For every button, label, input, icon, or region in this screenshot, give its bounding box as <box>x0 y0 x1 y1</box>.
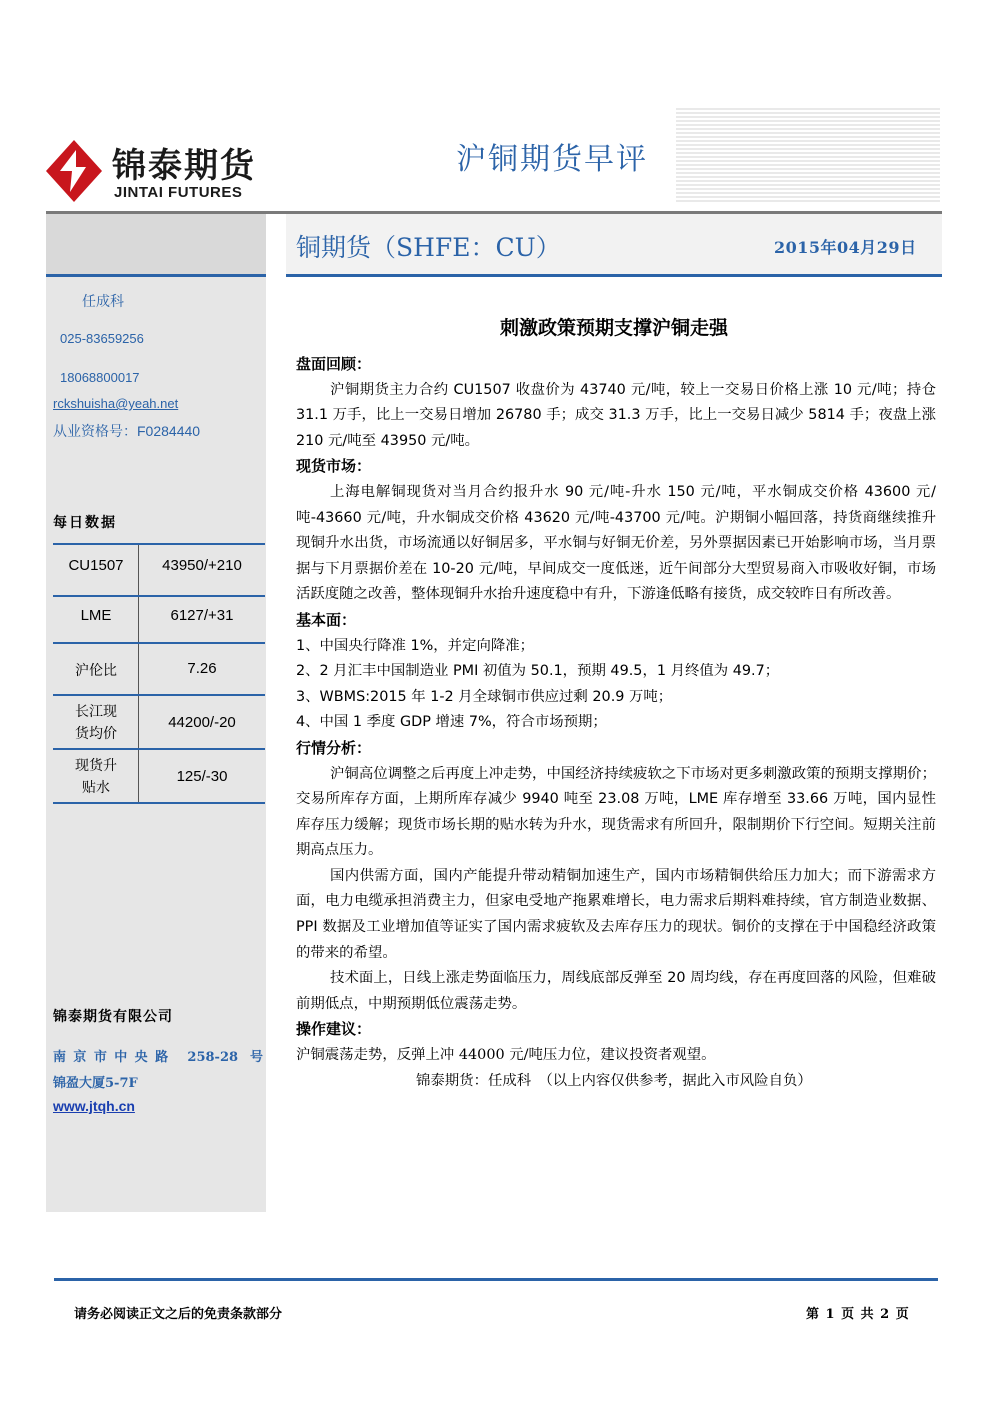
daily-data-value: 43950/+210 <box>162 557 242 574</box>
paragraph-analysis: 国内供需方面，国内产能提升带动精铜加速生产，国内市场精铜供给压力加大；而下游需求方面，电力电缆承担消费主力，但家电受地产拖累难增长，电力需求后期料难持续，官方制造业数据、PPI 数据及工业增加值等证实了国内需求疲软及去库存压力的现状。铜价的支撑在于中国稳经济政策的带来的希望。 <box>296 867 936 961</box>
daily-data-label: CU1507 <box>68 557 124 574</box>
product-name: 铜期货（SHFE：CU） <box>296 233 561 262</box>
fundamentals-item: 3、WBMS:2015 年 1-2 月全球铜市供应过剩 20.9 万吨； <box>296 688 673 705</box>
daily-data-value: 44200/-20 <box>168 714 236 731</box>
analyst-email-link[interactable]: rckshuisha@yeah.net <box>53 396 179 411</box>
product-bar-divider <box>286 274 942 277</box>
paragraph-analysis: 沪铜高位调整之后再度上冲走势，中国经济持续疲软之下市场对更多刺激政策的预期支撑期价；交易所库存方面，上期所库存减少 9940 吨至 23.08 万吨，LME 库存增至 33.66 万吨，国内显性库存压力缓解；现货市场长期的贴水转为升水，现货需求有所回升，限制期价下行空间。短期关注前期高点压力。 <box>296 765 936 859</box>
daily-data-label <box>53 755 139 799</box>
daily-data-label-line: 贴水 <box>82 780 110 796</box>
article-body <box>296 352 936 1094</box>
footer-divider <box>54 1278 938 1281</box>
paragraph-advice: 沪铜震荡走势，反弹上冲 44000 元/吨压力位，建议投资者观望。 <box>296 1047 716 1064</box>
daily-data-row <box>53 644 265 696</box>
sidebar-header-divider <box>46 274 266 277</box>
daily-data-label <box>53 701 139 745</box>
daily-data-value: 125/-30 <box>176 768 228 785</box>
company-address-line2: 锦盈大厦5-7F <box>53 1076 138 1091</box>
jintai-logo-icon <box>46 140 102 202</box>
daily-data-label-line: 长江现 <box>75 704 117 720</box>
article-headline: 刺激政策预期支撑沪铜走强 <box>499 317 728 339</box>
daily-data-row <box>53 750 265 804</box>
daily-data-value: 6127/+31 <box>170 607 234 624</box>
fundamentals-item: 4、中国 1 季度 GDP 增速 7%，符合市场预期； <box>296 714 607 731</box>
sidebar-header-block <box>46 214 266 276</box>
company-website-link[interactable]: www.jtqh.cn <box>53 1098 135 1114</box>
paragraph-spot-market: 上海电解铜现货对当月合约报升水 90 元/吨-升水 150 元/吨，平水铜成交价格 43600 元/吨-43660 元/吨，升水铜成交价格 43620 元/吨-43700 元/吨。沪期铜小幅回落，持货商继续推升现铜升水出货，市场流通以好铜居多，平水铜与好铜无价差，另外票据因素已开始影响市场，当月票据与下月票据价差在 10-20 元/吨，早间成交一度低迷，近午间部分大型贸易商入市吸收好铜，市场活跃度随之改善，整体现铜升水抬升速度稳中有升，下游逢低略有接货，成交较昨日有所改善。 <box>296 483 936 603</box>
section-title-spot-market: 现货市场： <box>296 457 372 476</box>
daily-data-label: 沪伦比 <box>75 663 117 679</box>
footer-page-number: 第 1 页 共 2 页 <box>806 1307 910 1322</box>
report-title: 沪铜期货早评 <box>456 134 654 178</box>
analyst-phone-mobile: 18068800017 <box>60 370 140 385</box>
daily-data-label: LME <box>80 607 112 624</box>
section-title-analysis: 行情分析： <box>296 738 372 757</box>
header-stripe-decoration <box>676 108 940 203</box>
daily-data-row <box>53 696 265 750</box>
section-title-fundamentals: 基本面： <box>296 610 357 629</box>
section-title-market-review: 盘面回顾： <box>296 355 372 373</box>
daily-data-label-line: 现货升 <box>75 758 117 774</box>
daily-data-row <box>53 545 265 597</box>
daily-data-title: 每日数据 <box>53 515 117 531</box>
analyst-license: 从业资格号：F0284440 <box>53 423 201 439</box>
section-title-advice: 操作建议： <box>296 1020 372 1039</box>
paragraph-analysis: 技术面上，日线上涨走势面临压力，周线底部反弹至 20 周均线，存在再度回落的风险，但难破前期低点，中期预期低位震荡走势。 <box>296 970 936 1012</box>
report-date: 2015年04月29日 <box>774 238 917 257</box>
company-name: 锦泰期货有限公司 <box>53 1009 173 1025</box>
logo-english-name: JINTAI FUTURES <box>114 184 243 201</box>
footer-disclaimer: 请务必阅读正文之后的免责条款部分 <box>74 1307 283 1322</box>
analyst-name: 任成科 <box>82 293 124 309</box>
daily-data-row <box>53 597 265 644</box>
daily-data-value: 7.26 <box>187 660 217 677</box>
analyst-phone-office: 025-83659256 <box>60 331 144 346</box>
fundamentals-item: 2、2 月汇丰中国制造业 PMI 初值为 50.1，预期 49.5，1 月终值为 49.7； <box>296 663 780 680</box>
daily-data-label-line: 货均价 <box>75 726 117 742</box>
fundamentals-item: 1、中国央行降准 1%，并定向降准； <box>296 637 535 654</box>
paragraph-market-review: 沪铜期货主力合约 CU1507 收盘价为 43740 元/吨，较上一交易日价格上涨 10 元/吨；持仓 31.1 万手，比上一交易日增加 26780 手；成交 31.3 万手，比上一交易日减少 5814 手；夜盘上涨 210 元/吨至 43950 元/吨。 <box>296 381 936 449</box>
daily-data-row-rule <box>53 802 265 804</box>
logo-chinese-name: 锦泰期货 <box>112 146 256 186</box>
company-address-line1: 南京市中央路 258-28 号 <box>53 1050 263 1065</box>
article-signature: 锦泰期货：任成科 （以上内容仅供参考，据此入市风险自负） <box>416 1072 812 1089</box>
